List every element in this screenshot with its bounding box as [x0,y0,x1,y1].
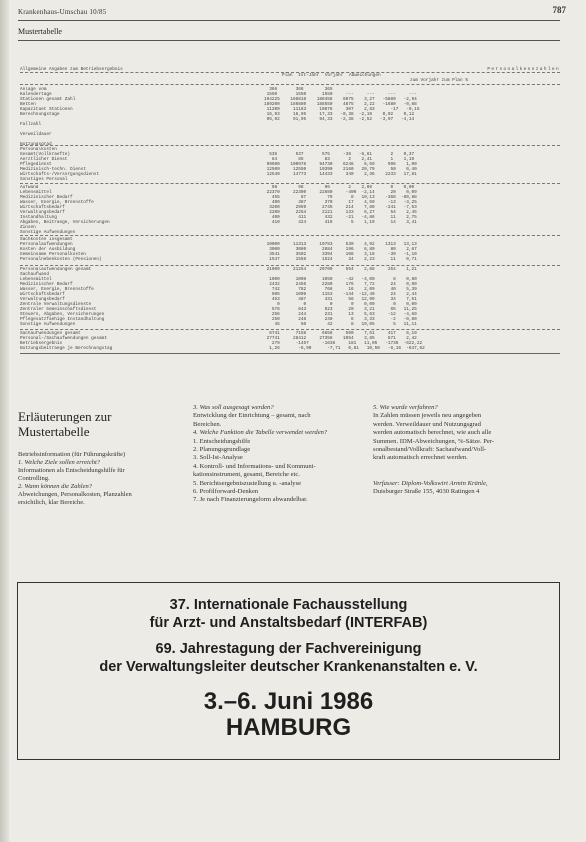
row-label: Wirtschaftsbedarf [20,205,65,210]
row-label: Verwaltungsbedarf [20,297,65,302]
table-rule [20,183,560,184]
row-label: Betten [20,102,36,107]
table-rule [20,329,560,330]
row-label: Medizinisch-techn. Dienst [20,167,86,172]
row-values: 535 537 575 -38 -6,61 2 0,37 84 85 83 2 2,41 1 1,19 99980 100976 94730 6246 6,59 996 1,00 12500 12550 10390 2160 20,79 50 0,40 12540 14773 14433 340 2,36 2233 17,81 [266,152,417,177]
table-group-expenses [20,185,560,235]
explanation-line: 2. Planungsgrundlage [193,446,251,454]
explanations-column-2 [193,404,371,505]
row-label: Zinsen [20,225,36,230]
page-number: 787 [552,5,566,15]
row-label: Medizinischer Bedarf [20,195,73,200]
row-label: Gemeinsame Personalkosten [20,252,86,257]
row-label: Personalaufwendungen [20,242,73,247]
explanation-line: Verfasser: Diplom-Volkswirt Armin Kränle, [373,479,488,487]
header-rule [18,20,560,21]
row-values: 366 366 365 1550 1550 1550 --- --- --- --- 194225 188818 188458 6075 3,27 -5880 -2,94 189200 186880 188550 4875 2,22 -1680 -0,88 11200 11183 10876 307 2,83 -17 -0,15 16,93 16,95 17,33 -0,38 -2,19 0,02 0,12 95,92 91,95 94,33 -2,38 -2,52 -3,97 -4,14 [264,87,420,122]
pattern-table [20,67,560,388]
explanation-line: Informationen als Entscheidungshilfe für [18,467,125,474]
row-label: Wasser, Energie, Brennstoffe [20,287,94,292]
table-head-right: Personalkennzahlen [487,67,560,72]
explanations-heading [18,409,111,439]
row-label: Anlage vom [20,87,47,92]
explanation-line: kationsinstrument, gesamt, Bereiche etc. [193,471,300,479]
row-labels [20,267,255,327]
row-label: Sachaufwendungen gesamt [20,331,81,336]
explanations-column-3 [373,404,561,496]
row-label: Gesamt(Vollkraefte) [20,152,71,157]
table-group-capacity [20,87,560,147]
row-label: Personalkosten [20,147,57,152]
explanation-line: Bereichen. [193,420,222,428]
event-announcement [17,582,560,760]
explanation-line: 5. Wie wurde verfahren? [373,404,438,411]
explanation-line: Duisburger Straße 155, 4030 Ratingen 4 [373,488,480,496]
row-label: Stationen gesamt Zahl [20,97,76,102]
row-label: Wirtschafts-/Versorgungsdienst [20,172,100,177]
row-labels [20,237,255,262]
explanation-line [373,471,561,479]
row-label: Zentraler Gemeinschaftsdienst [20,307,97,312]
row-label: Lebensmittel [20,277,52,282]
explanation-line: Abweichungen, Personalkosten, Planzahlen [18,491,132,498]
table-rule [20,145,560,146]
running-title: Krankenhaus-Umschau 10/85 [18,8,107,16]
row-label: Personalnebenkosten (Pensionen) [20,257,102,262]
explanation-line: Summen. IDM-Abweichungen, %-Sätze. Per- [373,437,495,445]
row-label: Wasser, Energie, Brennstoffe [20,200,94,205]
page-spine [0,0,9,842]
row-label: Verwaltungsbedarf [20,210,65,215]
announcement-line-1: 37. Internationale Fachausstellung [169,597,408,613]
explanation-line: 7. Je nach Finanzierungsform abwandelbar. [193,496,308,504]
table-caption: Allgemeine Angaben zum Betriebsergebnis [20,67,123,72]
table-head-columns: Plan Ist-Jahr Vorjahr Abweichungen [282,73,381,78]
row-label: Kapazitaet Stationen [20,107,73,112]
table-group-material [20,267,560,329]
row-label: Kalendertage [20,92,52,97]
row-label: Sonstiges Personal [20,177,68,182]
explanation-line: 6. Profilforward-Denken [193,488,259,496]
row-label: Sonstige Aufwendungen [20,322,76,327]
explanations-heading-line-1: Erläuterungen zur [18,409,112,424]
row-label: Pflegedienst [20,162,52,167]
announcement-line-4: der Verwaltungsleiter deutscher Krankenanstalten e. V. [99,659,478,675]
explanation-line: 2. Wann können die Zahlen? [18,483,92,490]
explanation-line: 1. Welche Ziele sollen erreicht? [18,459,101,466]
explanation-line: Entwicklung der Einrichtung – gesamt, nach [193,412,311,420]
row-label: Fallzahl [20,122,42,127]
row-values: 21000 21254 20700 554 2,68 254 1,21 1000 1008 1050 -42 -4,00 8 0,80 2432 2456 2280 176 7,72 24 0,99 742 782 766 16 2,09 40 5,39 985 1009 1153 -144 -12,49 24 2,44 453 487 431 56 12,99 34 7,51 0 0 0 0 0,00 0 0,00 578 643 623 20 3,21 65 11,25 256 244 231 13 5,63 -12 -4,69 250 248 240 8 3,33 -2 -0,80 45 50 42 8 19,05 5 11,11 [266,267,417,327]
row-values: 10000 11313 10783 530 4,92 1313 13,13 3000 3080 2884 196 6,80 80 2,67 3541 3502 3394 108 3,18 -39 -1,10 1547 1558 1524 34 2,23 11 0,71 [266,242,417,262]
row-label: Nutzungsbeitraege je Berechnungstag [20,346,113,351]
row-label: Steuern, Abgaben, Versicherungen [20,312,105,317]
explanation-line: 1. Entscheidungshilfe [193,437,251,445]
row-labels [20,331,255,351]
row-label: Sachaufwand [20,272,49,277]
announcement-line-2: für Arzt- und Anstaltsbedarf (INTERFAB) [149,615,428,631]
row-label: Kosten der Ausbildung [20,247,76,252]
table-group-personnel [20,147,560,187]
row-label: Medizinischer Bedarf [20,282,73,287]
section-rule [18,40,560,41]
row-label: Aerztlicher Dienst [20,157,68,162]
row-label: Wirtschaftsbedarf [20,292,65,297]
explanation-line: 3. Was soll ausgesagt werden? [193,404,274,411]
section-title: Mustertabelle [18,27,62,36]
row-labels [20,87,255,147]
explanation-line: werden. Verweildauer und Nutzungsgrad [373,420,481,428]
explanation-line: Betriebsinformation (für Führungskräfte) [18,451,126,458]
explanation-line: sonalbestand/Vollkraft: Sachaufwand/Voll- [373,446,487,454]
row-label: Personalaufwendungen gesamt [20,267,92,272]
row-values: 6741 7158 6658 500 7,51 417 6,19 27741 28412 27358 1054 3,85 671 2,42 279 -1457 -1638 181 11,05 -1736 -622,22 1,26 -6,90 -7,71 0,81 10,50 -8,16 -647,62 [266,331,425,351]
table-head-sub: zum Vorjahr zum Plan % [410,78,468,83]
row-label: Betriebsergebnis [20,341,63,346]
table-rule [20,84,560,85]
row-label: Personal-/Sachaufwendungen gesamt [20,336,107,341]
explanation-line: 4. Welche Funktion die Tabelle verwendet werden? [193,429,328,437]
announcement-city: HAMBURG [225,714,352,741]
table-group-staff-costs [20,237,560,267]
row-labels [20,147,255,182]
row-label: Pflegesatzfaehige Instandhaltung [20,317,105,322]
explanation-line: ersichtlich, klar Bereiche. [18,499,85,506]
row-label: Verweildauer [20,132,52,137]
row-label: Lebensmittel [20,190,52,195]
explanation-line [373,463,561,471]
row-label: Zentrale Verwaltungsdienste [20,302,92,307]
row-label: Sonstige Aufwendungen [20,230,76,235]
row-label: Nutzungsgrad [20,142,52,147]
row-labels [20,185,255,235]
table-bottom-rule [20,353,560,354]
table-rule [20,265,560,266]
explanation-line: kraft automatisch errechnet werden. [373,454,468,462]
explanation-line: 5. Berichtsergebniszustellung u. -analyse [193,479,302,487]
table-rule [20,235,560,236]
running-header [18,5,566,19]
row-label: Instandhaltung [20,215,57,220]
explanations-heading-line-2: Mustertabelle [18,424,90,439]
row-label: Berechnungstage [20,112,60,117]
explanation-line: werden automatisch berechnet, wie auch alle [373,429,492,437]
explanation-line: 4. Kontroll- und Informations- und Kommuni- [193,462,316,470]
row-label: Sachkosten insgesamt [20,237,73,242]
row-label: Aufwand [20,185,39,190]
explanations-text [18,451,188,507]
row-values: 98 98 96 2 2,08 0 0,00 22370 22390 22880 -490 -2,14 20 0,09 455 87 79 8 10,13 -368 -80,88 400 387 370 17 4,59 -13 -3,25 3200 2959 2745 214 7,80 -241 -7,53 2200 2254 2121 133 6,27 54 2,45 400 411 432 -21 -4,86 11 2,75 410 424 419 5 1,19 14 3,41 [266,185,417,225]
announcement-line-3: 69. Jahrestagung der Fachvereinigung [155,641,422,657]
row-label: Abgaben, Beitraege, Versicherungen [20,220,110,225]
explanation-line: Controlling. [18,475,50,482]
explanation-line: 3. Soll-Ist-Analyse [193,454,243,462]
announcement-date: 3.–6. Juni 1986 [203,688,374,715]
explanation-line: In Zahlen müssen jeweils neu angegeben [373,412,482,420]
